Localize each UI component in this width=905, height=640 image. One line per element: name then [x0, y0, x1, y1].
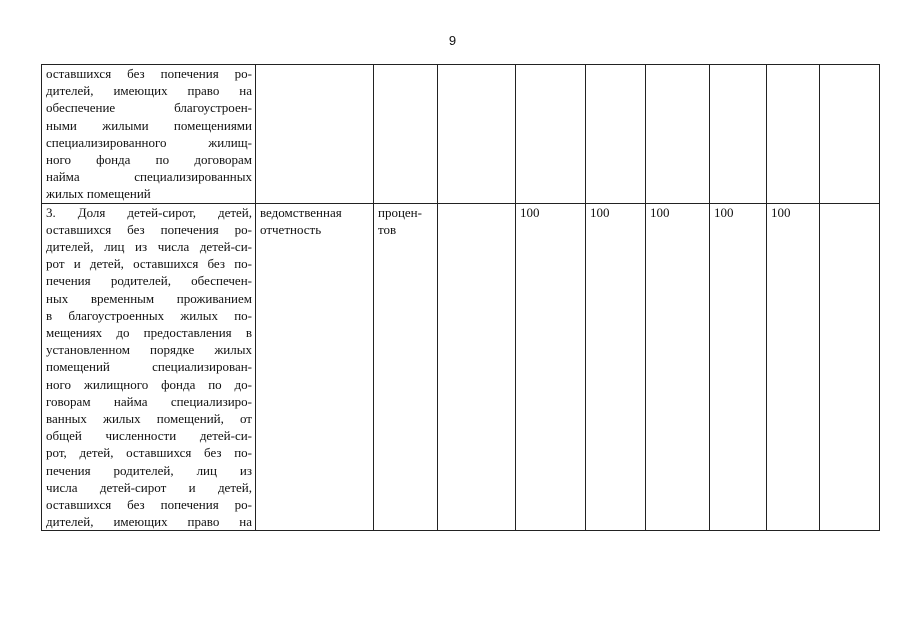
text-line: рот и детей, оставшихся без по- [46, 256, 252, 272]
table-row [42, 203, 880, 531]
value-cell: 100 [586, 203, 646, 531]
text-line: рот, детей, оставшихся без по- [46, 445, 252, 461]
value-cell: 100 [710, 203, 767, 531]
text-line: дителей, имеющих право на [46, 83, 252, 99]
text-line: специализированного жилищ- [46, 134, 252, 150]
value-cell [820, 65, 880, 204]
unit-cell [374, 203, 438, 531]
value-cell [646, 65, 710, 204]
text-line: обеспечение благоустроен- [46, 100, 252, 116]
text-line: 3. Доля детей-сирот, детей, [46, 204, 252, 220]
source-cell [256, 203, 374, 531]
text-line: ных временным проживанием [46, 290, 252, 306]
text-line: числа детей-сирот и детей, [46, 479, 252, 495]
text-line: оставшихся без попечения ро- [46, 497, 252, 513]
text-line: в благоустроенных жилых по- [46, 307, 252, 323]
text-line: установленном порядке жилых [46, 342, 252, 358]
table-row [42, 65, 880, 204]
source-text: ведомственная [260, 204, 342, 220]
base-value-cell [438, 203, 516, 531]
text-line: найма специализированных [46, 169, 252, 185]
text-line: помещений специализирован- [46, 359, 252, 375]
unit-text: процен- [378, 204, 422, 220]
source-cell [256, 65, 374, 204]
indicators-table [41, 64, 880, 531]
value-cell [710, 65, 767, 204]
text-line: ными жилыми помещениями [46, 117, 252, 133]
text-line: печения родителей, лиц из [46, 462, 252, 478]
value-cell: 100 [646, 203, 710, 531]
unit-cell [374, 65, 438, 204]
text-line: оставшихся без попечения ро- [46, 66, 252, 81]
text-line: мещениях до предоставления в [46, 325, 252, 341]
value-cell: 100 [767, 203, 820, 531]
unit-text: тов [378, 221, 397, 237]
text-line: говорам найма специализиро- [46, 393, 252, 409]
value-cell [586, 65, 646, 204]
source-text: отчетность [260, 221, 322, 237]
text-line: печения родителей, обеспечен- [46, 273, 252, 289]
value-cell [516, 65, 586, 204]
value-cell: 100 [516, 203, 586, 531]
text-line: оставшихся без попечения ро- [46, 221, 252, 237]
text-line: дителей, лиц из числа детей-си- [46, 239, 252, 255]
indicator-name-cell [42, 203, 256, 531]
indicator-name-cell [42, 65, 256, 204]
text-line: ванных жилых помещений, от [46, 411, 252, 427]
value-cell [767, 65, 820, 204]
text-line: жилых помещений [46, 186, 151, 202]
text-line: ного фонда по договорам [46, 152, 252, 168]
page-number: 9 [448, 33, 457, 48]
text-line: общей численности детей-си- [46, 428, 252, 444]
text-line: дителей, имеющих право на [46, 514, 252, 530]
value-cell [820, 203, 880, 531]
text-line: ного жилищного фонда по до- [46, 376, 252, 392]
base-value-cell [438, 65, 516, 204]
